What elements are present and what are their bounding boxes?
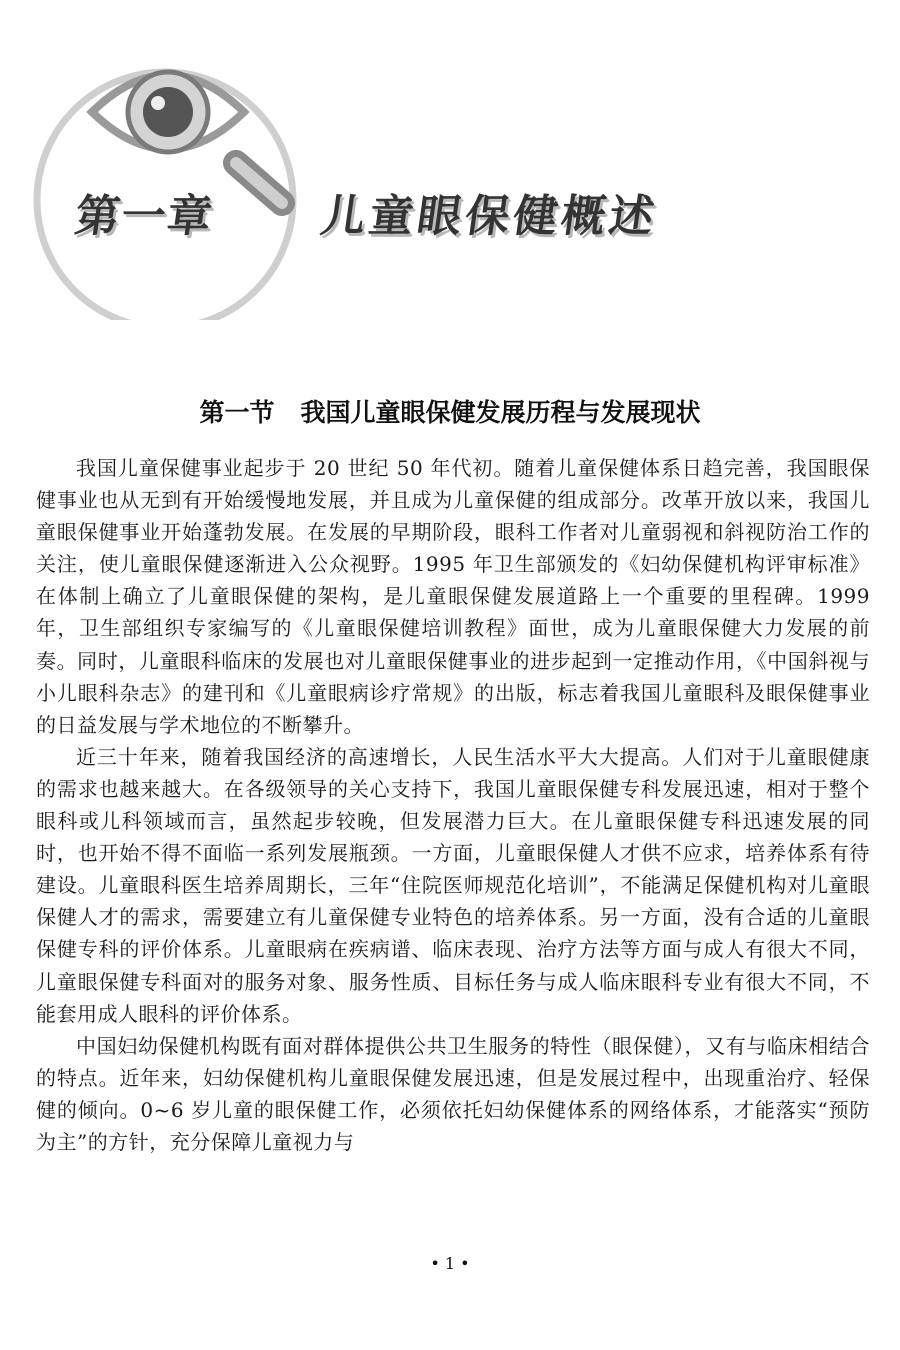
paragraph: 中国妇幼保健机构既有面对群体提供公共卫生服务的特性（眼保健），又有与临床相结合的特点。近年来，妇幼保健机构儿童眼保健发展迅速，但是发展过程中，出现重治疗、轻保健的倾向。0~6 岁儿童的眼保健工作，必须依托妇幼保健体系的网络体系，才能落实“预防为主”的方针，充分保障儿童视力与: [36, 1033, 870, 1154]
paragraph: 近三十年来，随着我国经济的高速增长，人民生活水平大大提高。人们对于儿童眼健康的需求也越来越大。在各级领导的关心支持下，我国儿童眼保健专科发展迅速，相对于整个眼科或儿科领域而言，虽然起步较晚，但发展潜力巨大。在儿童眼保健专科迅速发展的同时，也开始不得不面临一系列发展瓶颈。一方面，儿童眼保健人才供不应求，培养体系有待建设。儿童眼科医生培养周期长，三年“住院医师规范化培训”，不能满足保健机构对儿童眼保健人才的需求，需要建立有儿童保健专业特色的培养体系。另一方面，没有合适的儿童眼保健专科的评价体系。儿童眼病在疾病谱、临床表现、治疗方法等方面与成人有很大不同，儿童眼保健专科面对的服务对象、服务性质、目标任务与成人临床眼科专业有很大不同，不能套用成人眼科的评价体系。: [36, 744, 870, 1026]
section-heading: [0, 393, 900, 429]
page-number: • 1 •: [430, 1254, 470, 1273]
body-text: [36, 452, 870, 1158]
section-number: 第一节: [199, 398, 275, 427]
chapter-number: 第一章: [71, 191, 217, 242]
chapter-title: 儿童眼保健概述: [317, 191, 661, 242]
paragraph: 我国儿童保健事业起步于 20 世纪 50 年代初。随着儿童保健体系日趋完善，我国眼保健事业也从无到有开始缓慢地发展，并且成为儿童保健的组成部分。改革开放以来，我国儿童眼保健事业开始蓬勃发展。在发展的早期阶段，眼科工作者对儿童弱视和斜视防治工作的关注，使儿童眼保健逐渐进入公众视野。1995 年卫生部颁发的《妇幼保健机构评审标准》在体制上确立了儿童眼保健的架构，是儿童眼保健发展道路上一个重要的里程碑。1999 年，卫生部组织专家编写的《儿童眼保健培训教程》面世，成为儿童眼保健大力发展的前奏。同时，儿童眼科临床的发展也对儿童眼保健事业的进步起到一定推动作用，《中国斜视与小儿眼科杂志》的建刊和《儿童眼病诊疗常规》的出版，标志着我国儿童眼科及眼保健事业的日益发展与学术地位的不断攀升。: [36, 456, 870, 737]
chapter-emblem: [0, 0, 900, 320]
section-title: 我国儿童眼保健发展历程与发展现状: [300, 398, 701, 427]
